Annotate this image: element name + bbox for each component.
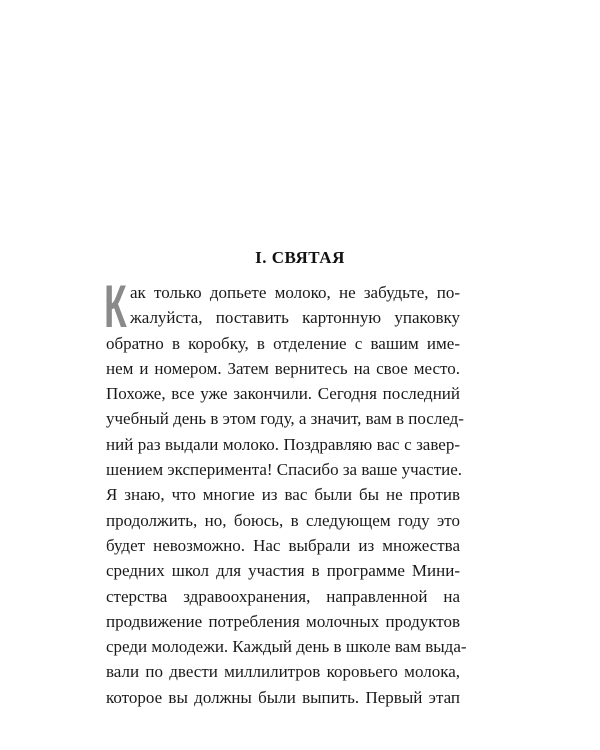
text-line: стерства здравоохранения, направленной на: [106, 586, 460, 606]
text-line: ний раз выдали молоко. Поздравляю вас с завер-: [106, 434, 460, 454]
text-line: Я знаю, что многие из вас были бы не против: [106, 485, 460, 505]
text-line: шением эксперимента! Спасибо за ваше участие.: [106, 460, 463, 480]
text-line: среди молодежи. Каждый день в школе вам выда-: [106, 637, 467, 657]
text-line: продолжить, но, боюсь, в следующем году это: [106, 510, 460, 530]
text-line: которое вы должны были выпить. Первый этап: [106, 687, 460, 707]
text-line: учебный день в этом году, а значит, вам в послед-: [106, 409, 464, 429]
text-line: средних школ для участия в программе Мини-: [106, 561, 460, 581]
text-line: будет невозможно. Нас выбрали из множества: [106, 535, 460, 555]
text-line: жалуйста, поставить картонную упаковку: [130, 308, 460, 328]
text-line: Похоже, все уже закончили. Сегодня последний: [106, 384, 460, 404]
chapter-body-text: [104, 273, 467, 710]
text-line: вали по двести миллилитров коровьего молока,: [106, 662, 460, 682]
text-line: продвижение потребления молочных продуктов: [106, 611, 460, 631]
text-line: нем и номером. Затем вернитесь на свое место.: [106, 358, 460, 378]
text-line: ак только допьете молоко, не забудьте, по-: [130, 283, 460, 302]
drop-cap-letter: К: [104, 273, 127, 340]
text-line: обратно в коробку, в отделение с вашим име-: [106, 333, 460, 353]
chapter-title: I. СВЯТАЯ: [255, 248, 345, 267]
